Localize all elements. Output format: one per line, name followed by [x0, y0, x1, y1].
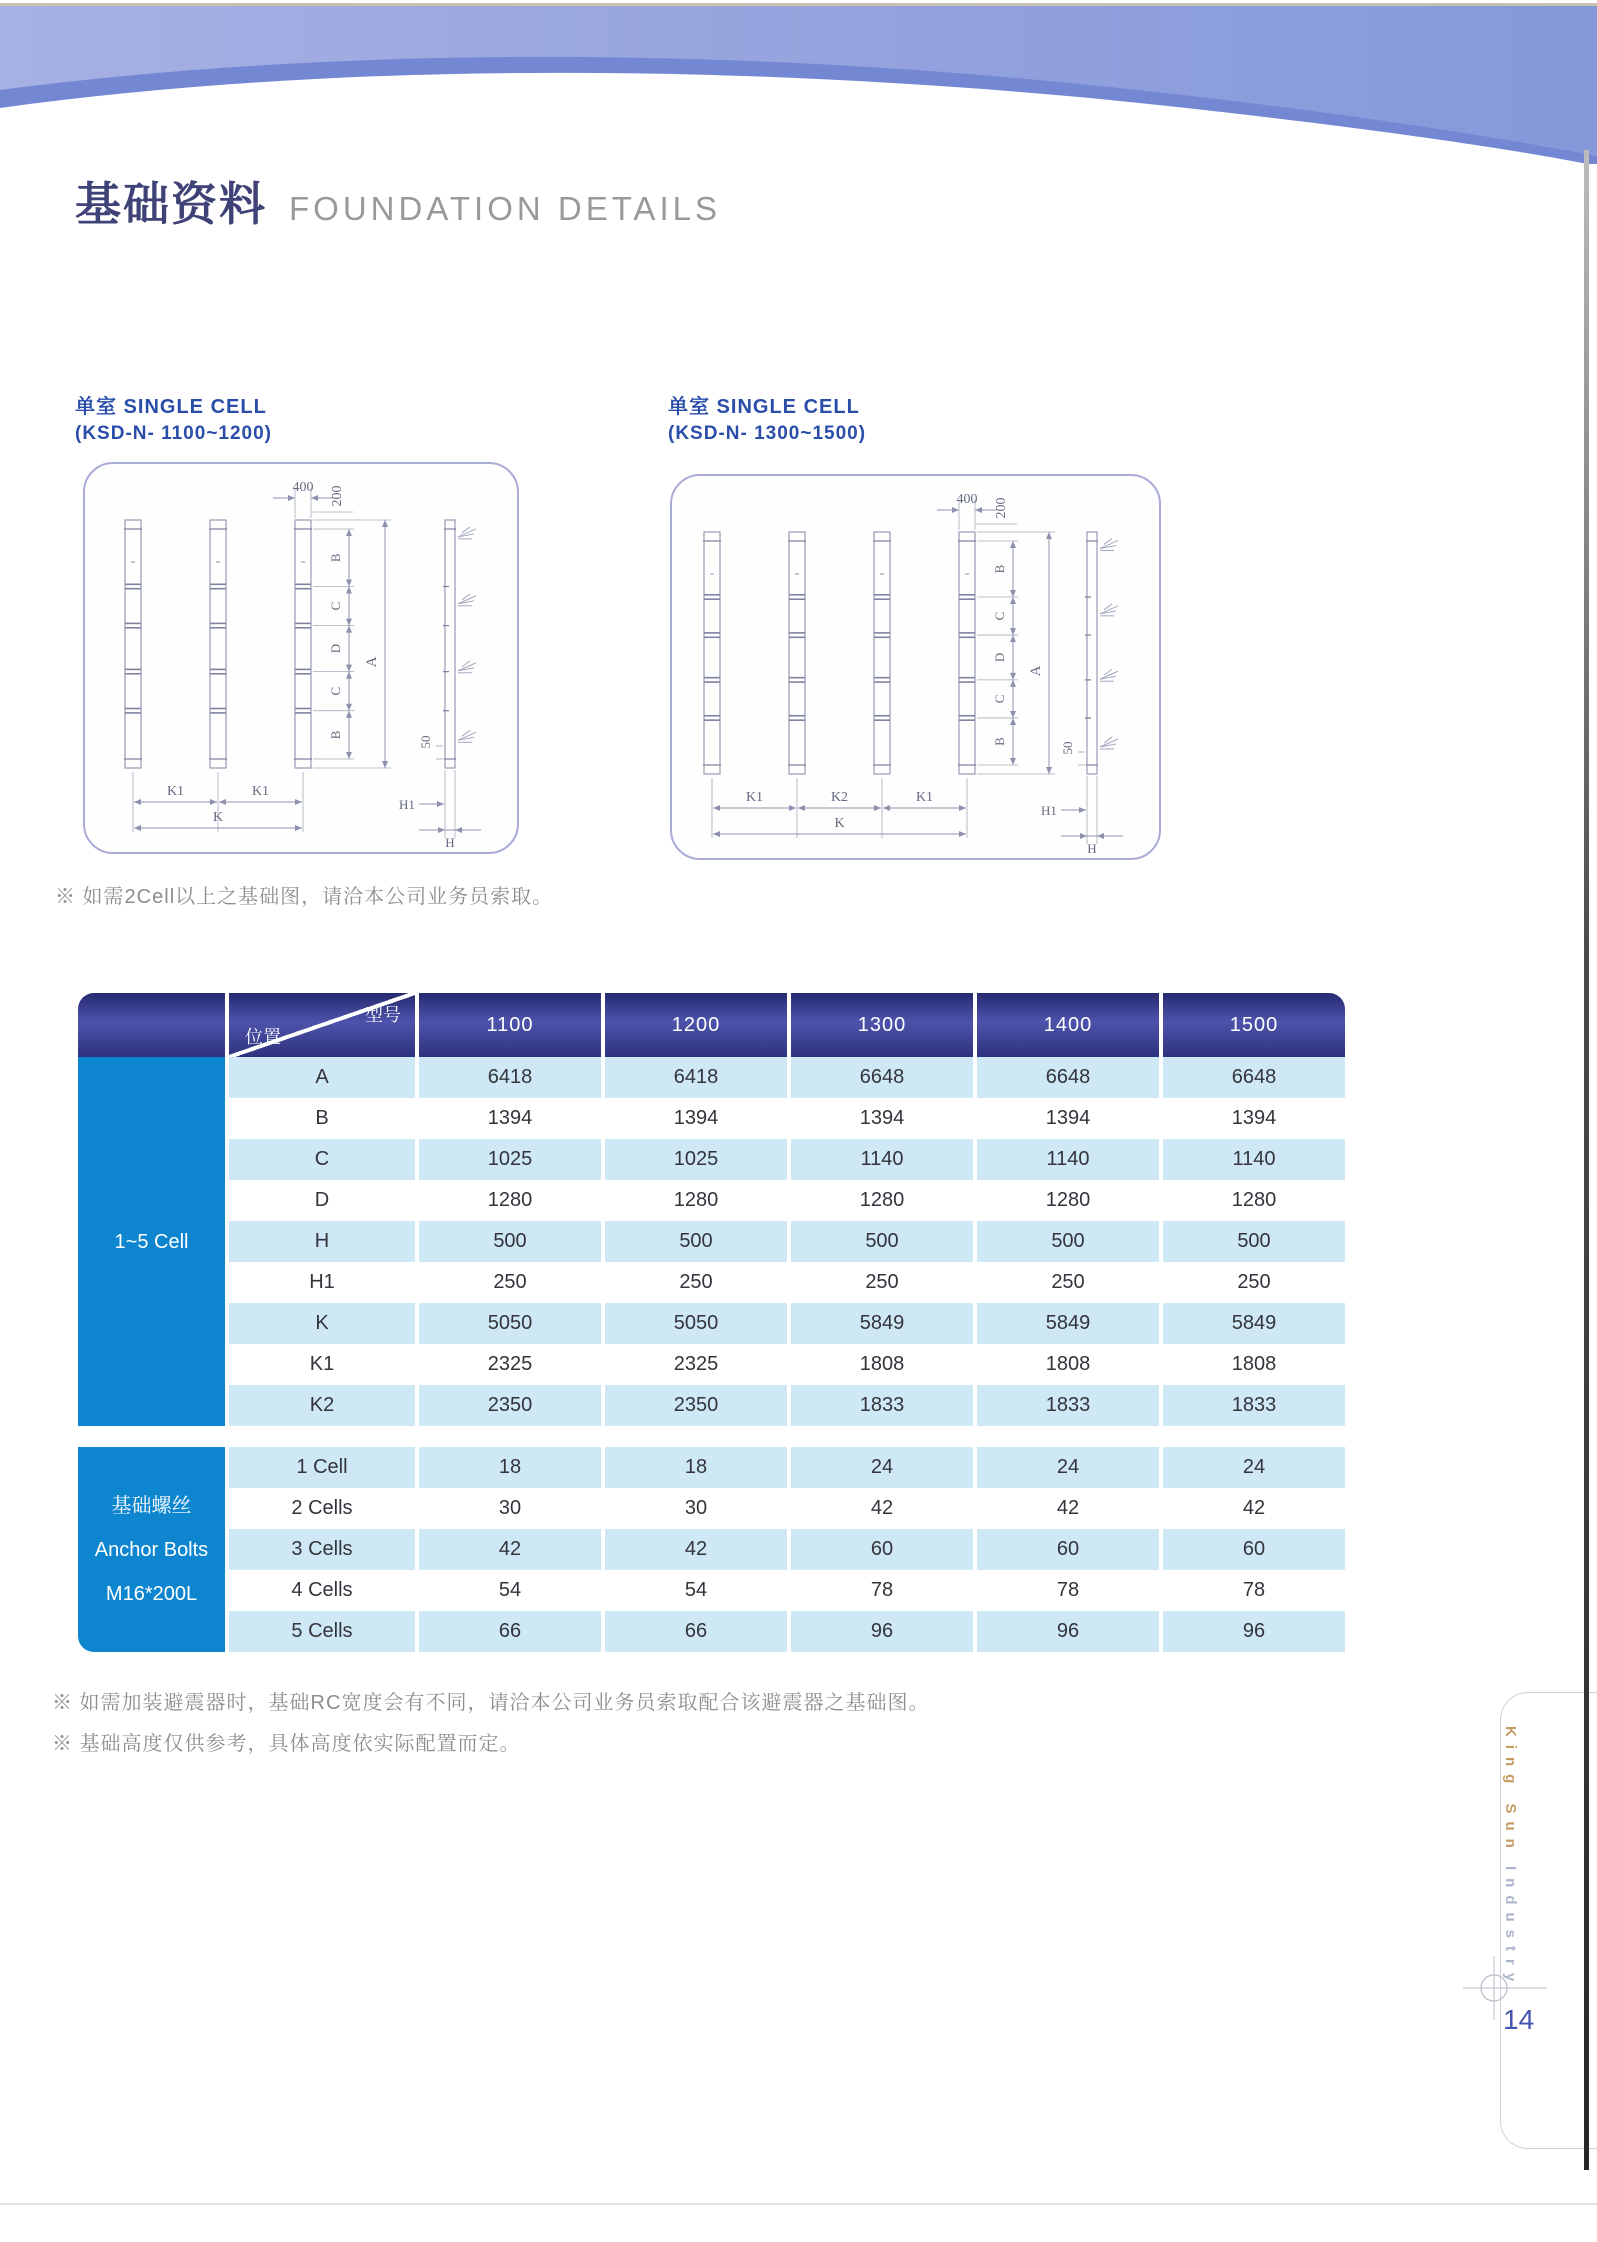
- diagram-1-model: (KSD-N- 1100~1200): [75, 423, 273, 444]
- value-cell: 60: [1163, 1529, 1345, 1570]
- row-label: D: [229, 1180, 415, 1221]
- value-cell: 78: [791, 1570, 973, 1611]
- svg-text:C: C: [992, 611, 1007, 621]
- value-cell: 1833: [791, 1385, 973, 1426]
- value-cell: 66: [605, 1611, 787, 1652]
- value-cell: 1140: [791, 1139, 973, 1180]
- row-label: H1: [229, 1262, 415, 1303]
- svg-text:K1: K1: [166, 784, 185, 799]
- page-title-en: FOUNDATION DETAILS: [289, 190, 721, 227]
- group-label-line: Anchor Bolts: [94, 1538, 209, 1561]
- section-gap: [78, 1426, 1345, 1447]
- value-cell: 24: [791, 1447, 973, 1488]
- value-cell: 1140: [1163, 1139, 1345, 1180]
- page-right-edge: [1584, 150, 1589, 2170]
- bottom-note-2: ※ 基础高度仅供参考，具体高度依实际配置而定。: [52, 1733, 521, 1755]
- diagram-2-heading: [668, 390, 1098, 445]
- row-label: B: [229, 1098, 415, 1139]
- row-label: 3 Cells: [229, 1529, 415, 1570]
- row-label: 2 Cells: [229, 1488, 415, 1529]
- header-corner-cell: [229, 993, 415, 1057]
- row-label: 5 Cells: [229, 1611, 415, 1652]
- value-cell: 1025: [605, 1139, 787, 1180]
- section-group-cell: [78, 1447, 225, 1652]
- svg-text:400: 400: [292, 480, 314, 495]
- section-group-cell: [78, 1057, 225, 1426]
- value-cell: 250: [1163, 1262, 1345, 1303]
- svg-text:H: H: [445, 835, 455, 850]
- table-section: [78, 1447, 1345, 1652]
- value-cell: 66: [419, 1611, 601, 1652]
- table-row: [229, 1570, 1345, 1611]
- value-cell: 60: [977, 1529, 1159, 1570]
- value-cell: 250: [791, 1262, 973, 1303]
- svg-text:B: B: [992, 564, 1007, 574]
- svg-text:D: D: [992, 652, 1007, 663]
- value-cell: 1808: [1163, 1344, 1345, 1385]
- model-column-header: 1100: [419, 993, 601, 1057]
- value-cell: 24: [1163, 1447, 1345, 1488]
- header-group-cell: [78, 993, 225, 1057]
- value-cell: 5849: [1163, 1303, 1345, 1344]
- svg-text:B: B: [992, 737, 1007, 746]
- value-cell: 6648: [977, 1057, 1159, 1098]
- svg-text:C: C: [992, 694, 1007, 704]
- table-row: [229, 1344, 1345, 1385]
- row-label: A: [229, 1057, 415, 1098]
- value-cell: 1280: [1163, 1180, 1345, 1221]
- table-row: [229, 1221, 1345, 1262]
- row-label: K: [229, 1303, 415, 1344]
- value-cell: 60: [791, 1529, 973, 1570]
- svg-text:H1: H1: [399, 797, 415, 812]
- svg-text:K1: K1: [915, 790, 934, 805]
- svg-text:A: A: [1028, 665, 1044, 677]
- value-cell: 2350: [419, 1385, 601, 1426]
- page-number: 14: [1503, 2004, 1535, 2035]
- diagram-1-title: 单室 SINGLE CELL: [75, 396, 267, 418]
- svg-text:50: 50: [1060, 741, 1075, 755]
- svg-text:A: A: [364, 656, 380, 668]
- page-title-cn: 基础资料: [75, 178, 267, 230]
- value-cell: 1280: [791, 1180, 973, 1221]
- row-label: 1 Cell: [229, 1447, 415, 1488]
- value-cell: 500: [791, 1221, 973, 1262]
- value-cell: 500: [977, 1221, 1159, 1262]
- diagram-2-model: (KSD-N- 1300~1500): [668, 423, 867, 444]
- table-row: [229, 1098, 1345, 1139]
- value-cell: 42: [791, 1488, 973, 1529]
- mid-note: ※ 如需2Cell以上之基础图，请洽本公司业务员索取。: [55, 886, 554, 908]
- table-row: [229, 1385, 1345, 1426]
- spine-text-industry: Industry: [1502, 1865, 1519, 1990]
- value-cell: 1394: [605, 1098, 787, 1139]
- row-label: 4 Cells: [229, 1570, 415, 1611]
- spine-text-brand: King Sun: [1502, 1726, 1519, 1856]
- svg-text:B: B: [328, 730, 343, 740]
- model-column-header: 1200: [605, 993, 787, 1057]
- svg-text:K1: K1: [251, 784, 270, 799]
- value-cell: 6418: [605, 1057, 787, 1098]
- section-rows: [229, 1057, 1345, 1426]
- value-cell: 96: [1163, 1611, 1345, 1652]
- value-cell: 1808: [977, 1344, 1159, 1385]
- svg-text:D: D: [328, 643, 343, 654]
- table-row: [229, 1611, 1345, 1652]
- svg-text:C: C: [328, 601, 343, 611]
- value-cell: 78: [1163, 1570, 1345, 1611]
- row-label: H: [229, 1221, 415, 1262]
- foundation-table: [78, 993, 1345, 1652]
- table-row: [229, 1180, 1345, 1221]
- value-cell: 42: [419, 1529, 601, 1570]
- diagram-2-title: 单室 SINGLE CELL: [668, 396, 860, 418]
- value-cell: 500: [419, 1221, 601, 1262]
- value-cell: 30: [605, 1488, 787, 1529]
- value-cell: 18: [419, 1447, 601, 1488]
- value-cell: 1280: [605, 1180, 787, 1221]
- svg-text:K: K: [212, 810, 224, 825]
- svg-text:H1: H1: [1041, 803, 1057, 818]
- value-cell: 1394: [791, 1098, 973, 1139]
- header-corner-position-label: 位置: [245, 1027, 281, 1047]
- svg-text:K2: K2: [830, 790, 849, 805]
- value-cell: 500: [1163, 1221, 1345, 1262]
- svg-text:K1: K1: [745, 790, 764, 805]
- page-title: [75, 168, 721, 234]
- value-cell: 5849: [791, 1303, 973, 1344]
- svg-text:B: B: [328, 553, 343, 563]
- value-cell: 6418: [419, 1057, 601, 1098]
- header-corner-model-label: 型号: [365, 1005, 401, 1025]
- model-column-header: 1400: [977, 993, 1159, 1057]
- value-cell: 6648: [1163, 1057, 1345, 1098]
- section-rows: [229, 1447, 1345, 1652]
- foundation-diagram-1: [85, 464, 517, 852]
- value-cell: 1808: [791, 1344, 973, 1385]
- value-cell: 1394: [419, 1098, 601, 1139]
- value-cell: 1140: [977, 1139, 1159, 1180]
- value-cell: 2350: [605, 1385, 787, 1426]
- value-cell: 2325: [605, 1344, 787, 1385]
- value-cell: 1394: [977, 1098, 1159, 1139]
- group-label-line: 1~5 Cell: [114, 1230, 189, 1253]
- header-banner: [0, 6, 1597, 176]
- value-cell: 2325: [419, 1344, 601, 1385]
- value-cell: 5849: [977, 1303, 1159, 1344]
- bottom-notes: [52, 1686, 929, 1768]
- foundation-diagram-2: [672, 476, 1159, 858]
- svg-text:K: K: [834, 816, 845, 831]
- row-label: K1: [229, 1344, 415, 1385]
- model-column-header: 1300: [791, 993, 973, 1057]
- svg-text:50: 50: [418, 735, 433, 749]
- svg-text:400: 400: [956, 492, 978, 507]
- value-cell: 5050: [605, 1303, 787, 1344]
- bottom-note-1: ※ 如需加装避震器时，基础RC宽度会有不同，请洽本公司业务员索取配合该避震器之基础图。: [52, 1692, 930, 1714]
- table-row: [229, 1262, 1345, 1303]
- value-cell: 250: [605, 1262, 787, 1303]
- value-cell: 5050: [419, 1303, 601, 1344]
- value-cell: 1280: [419, 1180, 601, 1221]
- row-label: K2: [229, 1385, 415, 1426]
- value-cell: 1833: [977, 1385, 1159, 1426]
- diagram-1-heading: [75, 390, 505, 445]
- svg-text:200: 200: [994, 497, 1009, 519]
- value-cell: 1833: [1163, 1385, 1345, 1426]
- value-cell: 1280: [977, 1180, 1159, 1221]
- table-row: [229, 1447, 1345, 1488]
- value-cell: 6648: [791, 1057, 973, 1098]
- svg-text:200: 200: [330, 485, 345, 507]
- value-cell: 250: [419, 1262, 601, 1303]
- value-cell: 78: [977, 1570, 1159, 1611]
- table-row: [229, 1529, 1345, 1570]
- value-cell: 30: [419, 1488, 601, 1529]
- value-cell: 96: [977, 1611, 1159, 1652]
- model-column-header: 1500: [1163, 993, 1345, 1057]
- page-bottom-edge: [0, 2203, 1597, 2205]
- value-cell: 42: [977, 1488, 1159, 1529]
- value-cell: 54: [605, 1570, 787, 1611]
- group-label-line: 基础螺丝: [111, 1494, 192, 1517]
- table-header-row: [78, 993, 1345, 1057]
- value-cell: 250: [977, 1262, 1159, 1303]
- table-row: [229, 1057, 1345, 1098]
- value-cell: 42: [605, 1529, 787, 1570]
- value-cell: 96: [791, 1611, 973, 1652]
- group-label-line: M16*200L: [105, 1582, 198, 1605]
- value-cell: 54: [419, 1570, 601, 1611]
- diagram-1-box: [83, 462, 519, 854]
- value-cell: 500: [605, 1221, 787, 1262]
- table-section: [78, 1057, 1345, 1426]
- table-row: [229, 1488, 1345, 1529]
- row-label: C: [229, 1139, 415, 1180]
- diagram-2-box: [670, 474, 1161, 860]
- value-cell: 24: [977, 1447, 1159, 1488]
- table-row: [229, 1303, 1345, 1344]
- svg-text:C: C: [328, 686, 343, 696]
- value-cell: 18: [605, 1447, 787, 1488]
- value-cell: 1025: [419, 1139, 601, 1180]
- value-cell: 1394: [1163, 1098, 1345, 1139]
- table-row: [229, 1139, 1345, 1180]
- value-cell: 42: [1163, 1488, 1345, 1529]
- svg-text:H: H: [1087, 841, 1097, 856]
